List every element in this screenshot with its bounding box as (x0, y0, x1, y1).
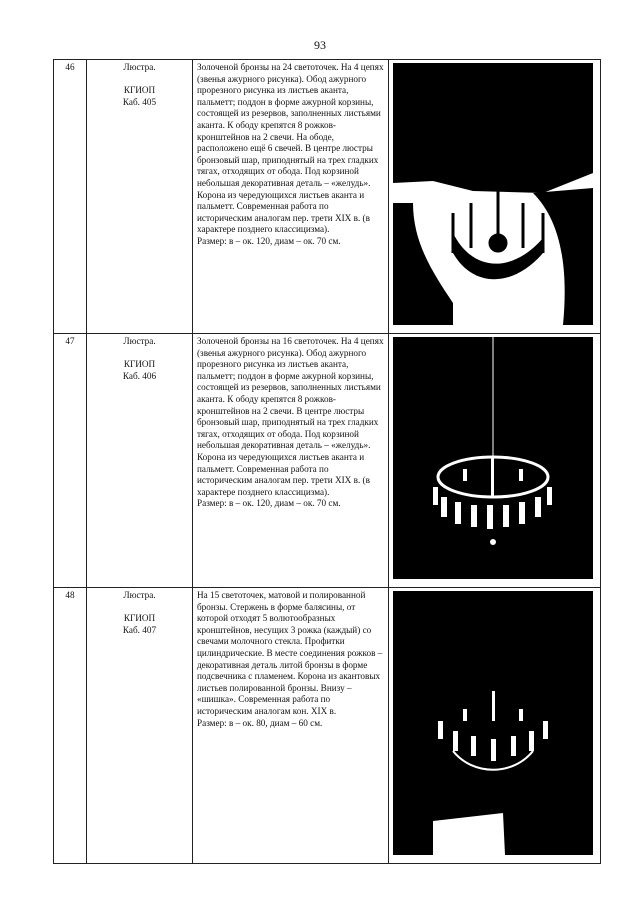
chandelier-photo (393, 337, 593, 579)
item-name: Люстра. (123, 590, 156, 600)
chandelier-photo (393, 591, 593, 855)
page-number: 93 (314, 38, 326, 52)
item-description: Золоченой бронзы на 24 светоточек. На 4 цепях (звенья ажурного рисунка). Обод ажурного прорезного рисунка из листьев аканта, пальметт; поддон в форме ажурной корзины, состоящей из резервов, заполненных листьями аканта. К ободу крепятся 8 рожков-кронштейнов на 2 свечи. На ободе, расположено ещё 6 свечей. В центре люстры бронзовый шар, приподнятый на трех гладких тягах, отходящих от обода. Под корзиной небольшая декоративная деталь – «желудь». Корона из чередующихся листьев аканта и пальметт. Современная работа по историческим аналогам пер. трети XIX в. (в характере позднего классицизма). (197, 62, 384, 235)
item-name-cell (87, 334, 193, 588)
item-photo-cell (389, 588, 601, 864)
item-size: Размер: в – ок. 80, диам – 60 см. (197, 717, 323, 728)
item-photo-cell (389, 334, 601, 588)
item-description: Золоченой бронзы на 16 светоточек. На 4 цепях (звенья ажурного рисунка). Обод ажурного прорезного рисунка из листьев аканта, пальметт; поддон в форме ажурной корзины, состоящей из резервов, заполненных листьями аканта. К ободу крепятся 8 рожков-кронштейнов на 2 свечи. В центре люстры бронзовый шар, приподнятый на трех гладких тягах, отходящих от обода. Под корзиной небольшая декоративная деталь – «желудь». Корона из чередующихся листьев аканта и пальметт. Современная работа по историческим аналогам пер. трети XIX в. (в характере позднего классицизма). (197, 336, 384, 497)
item-name-cell (87, 60, 193, 334)
item-description-cell (193, 334, 389, 588)
item-name: Люстра. (123, 336, 156, 346)
item-photo-cell (389, 60, 601, 334)
item-description: На 15 светоточек, матовой и полированной бронзы. Стержень в форме балясины, от которой отходят 5 волютообразных кронштейнов, несущих 3 рожка (каждый) со свечами молочного стекла. Профитки цилиндрические. В месте соединения рожков – декоративная деталь литой бронзы в форме подсвечника с пламенем. Корона из акантовых листьев полированной бронзы. Внизу – «шишка». Современная работа по историческим аналогам кон. XIX в. (197, 590, 383, 716)
item-number: 47 (54, 334, 87, 588)
item-owner: КГИОП (123, 359, 156, 370)
item-description-cell (193, 588, 389, 864)
item-size: Размер: в – ок. 120, диам – ок. 70 см. (197, 235, 341, 246)
item-description-cell (193, 60, 389, 334)
table-row (54, 588, 601, 864)
catalog-table (53, 59, 601, 864)
item-name: Люстра. (123, 62, 156, 72)
item-room: Каб. 406 (122, 370, 157, 381)
item-room: Каб. 407 (122, 624, 157, 635)
table-row (54, 334, 601, 588)
item-room: Каб. 405 (122, 96, 157, 107)
item-size: Размер: в – ок. 120, диам – ок. 70 см. (197, 498, 341, 509)
chandelier-photo (393, 63, 593, 325)
item-number: 46 (54, 60, 87, 334)
item-number: 48 (54, 588, 87, 864)
item-name-cell (87, 588, 193, 864)
table-row (54, 60, 601, 334)
item-owner: КГИОП (123, 85, 156, 96)
item-owner: КГИОП (123, 613, 156, 624)
